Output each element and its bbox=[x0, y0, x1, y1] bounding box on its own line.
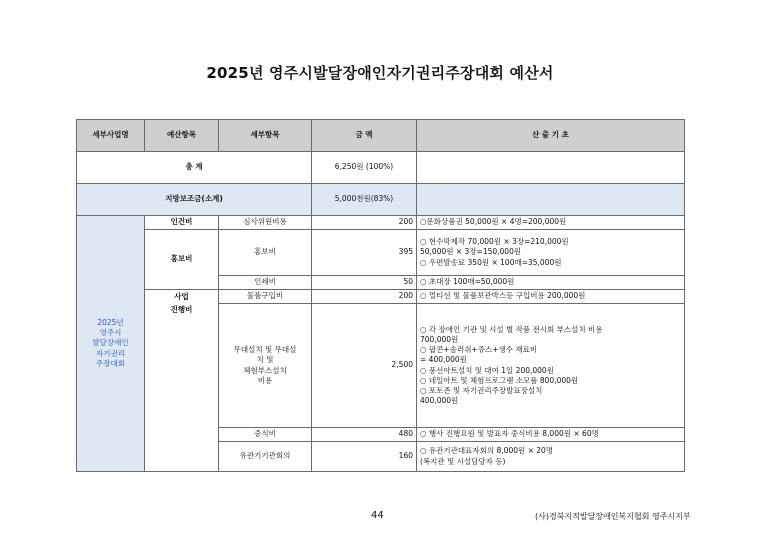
budget-table bbox=[76, 119, 685, 472]
header-amount: 금 액 bbox=[312, 120, 417, 152]
subsidy-label: 지방보조금(소계) bbox=[77, 184, 312, 216]
amount-judge-fee: 200 bbox=[312, 216, 417, 230]
header-budget-item: 예산항목 bbox=[145, 120, 219, 152]
category-promo: 홍보비 bbox=[145, 230, 219, 290]
amount-supplies: 200 bbox=[312, 290, 417, 304]
amount-meals: 480 bbox=[312, 428, 417, 442]
category-personnel: 인건비 bbox=[145, 216, 219, 230]
category-project: 사업 진행비 bbox=[145, 290, 219, 472]
item-booth: 무대설치 및 무대설 치 및 체험부스설치 비용 bbox=[219, 304, 312, 428]
item-printing: 인쇄비 bbox=[219, 276, 312, 290]
total-basis bbox=[417, 152, 685, 184]
amount-booth: 2,500 bbox=[312, 304, 417, 428]
header-basis: 산 출 기 초 bbox=[417, 120, 685, 152]
basis-meals: ○ 행사 진행요원 및 발표자 중식비용 8,000원 × 60명 bbox=[417, 428, 685, 442]
total-row bbox=[77, 152, 685, 184]
total-label: 총 계 bbox=[77, 152, 312, 184]
page-title: 2025년 영주시발달장애인자기권리주장대회 예산서 bbox=[206, 64, 554, 82]
page-number: 44 bbox=[371, 510, 384, 521]
item-meeting: 유관기기관회의 bbox=[219, 442, 312, 472]
item-judge-fee: 심사위원비용 bbox=[219, 216, 312, 230]
table-row bbox=[77, 230, 685, 276]
basis-promo: ○ 현수막제작 70,000원 × 3장=210,000원 50,000원 × 3장=150,000원 ○ 우편발송료 350원 × 100매=35,000원 bbox=[417, 230, 685, 276]
total-amount: 6,250원 (100%) bbox=[312, 152, 417, 184]
basis-judge-fee: ○문화상품권 50,000원 × 4명=200,000원 bbox=[417, 216, 685, 230]
subsidy-basis bbox=[417, 184, 685, 216]
amount-meeting: 160 bbox=[312, 442, 417, 472]
header-detail-item: 세부항목 bbox=[219, 120, 312, 152]
basis-meeting: ○ 유관기관대표자회의 8,000원 × 20명 (복지관 및 시설담당자 등) bbox=[417, 442, 685, 472]
basis-printing: ○ 초대장 100매=50,000원 bbox=[417, 276, 685, 290]
amount-promo: 395 bbox=[312, 230, 417, 276]
subsidy-row bbox=[77, 184, 685, 216]
table-header-row bbox=[77, 120, 685, 152]
amount-printing: 50 bbox=[312, 276, 417, 290]
subsidy-amount: 5,000천원(83%) bbox=[312, 184, 417, 216]
table-row bbox=[77, 216, 685, 230]
business-name-cell: 2025년 영주시 발달장애인 자기권리 주장대회 bbox=[77, 216, 145, 472]
basis-supplies: ○ 멀티선 및 물품보관박스등 구입비용 200,000원 bbox=[417, 290, 685, 304]
item-supplies: 물품구입비 bbox=[219, 290, 312, 304]
footer-organization: (사)경북지적발달장애인복지협회 영주시지부 bbox=[535, 512, 691, 521]
header-business-name: 세부사업명 bbox=[77, 120, 145, 152]
table-row bbox=[77, 290, 685, 304]
basis-booth: ○ 각 장애인 기관 및 시설 별 작품 전시회 부스설치 비용 700,000원 ○ 팝콘+솜러쉬+쥬스+생수 재료비 = 400,000원 ○ 풍선아트설치 및 대여 1일 200,000원 ○ 네일아트 및 체험프로그램 소모품 800,000원 ○ 포토존 및 자기권리주장발표장설치 400,000원 bbox=[417, 304, 685, 428]
item-promo: 홍보비 bbox=[219, 230, 312, 276]
item-meals: 중식비 bbox=[219, 428, 312, 442]
